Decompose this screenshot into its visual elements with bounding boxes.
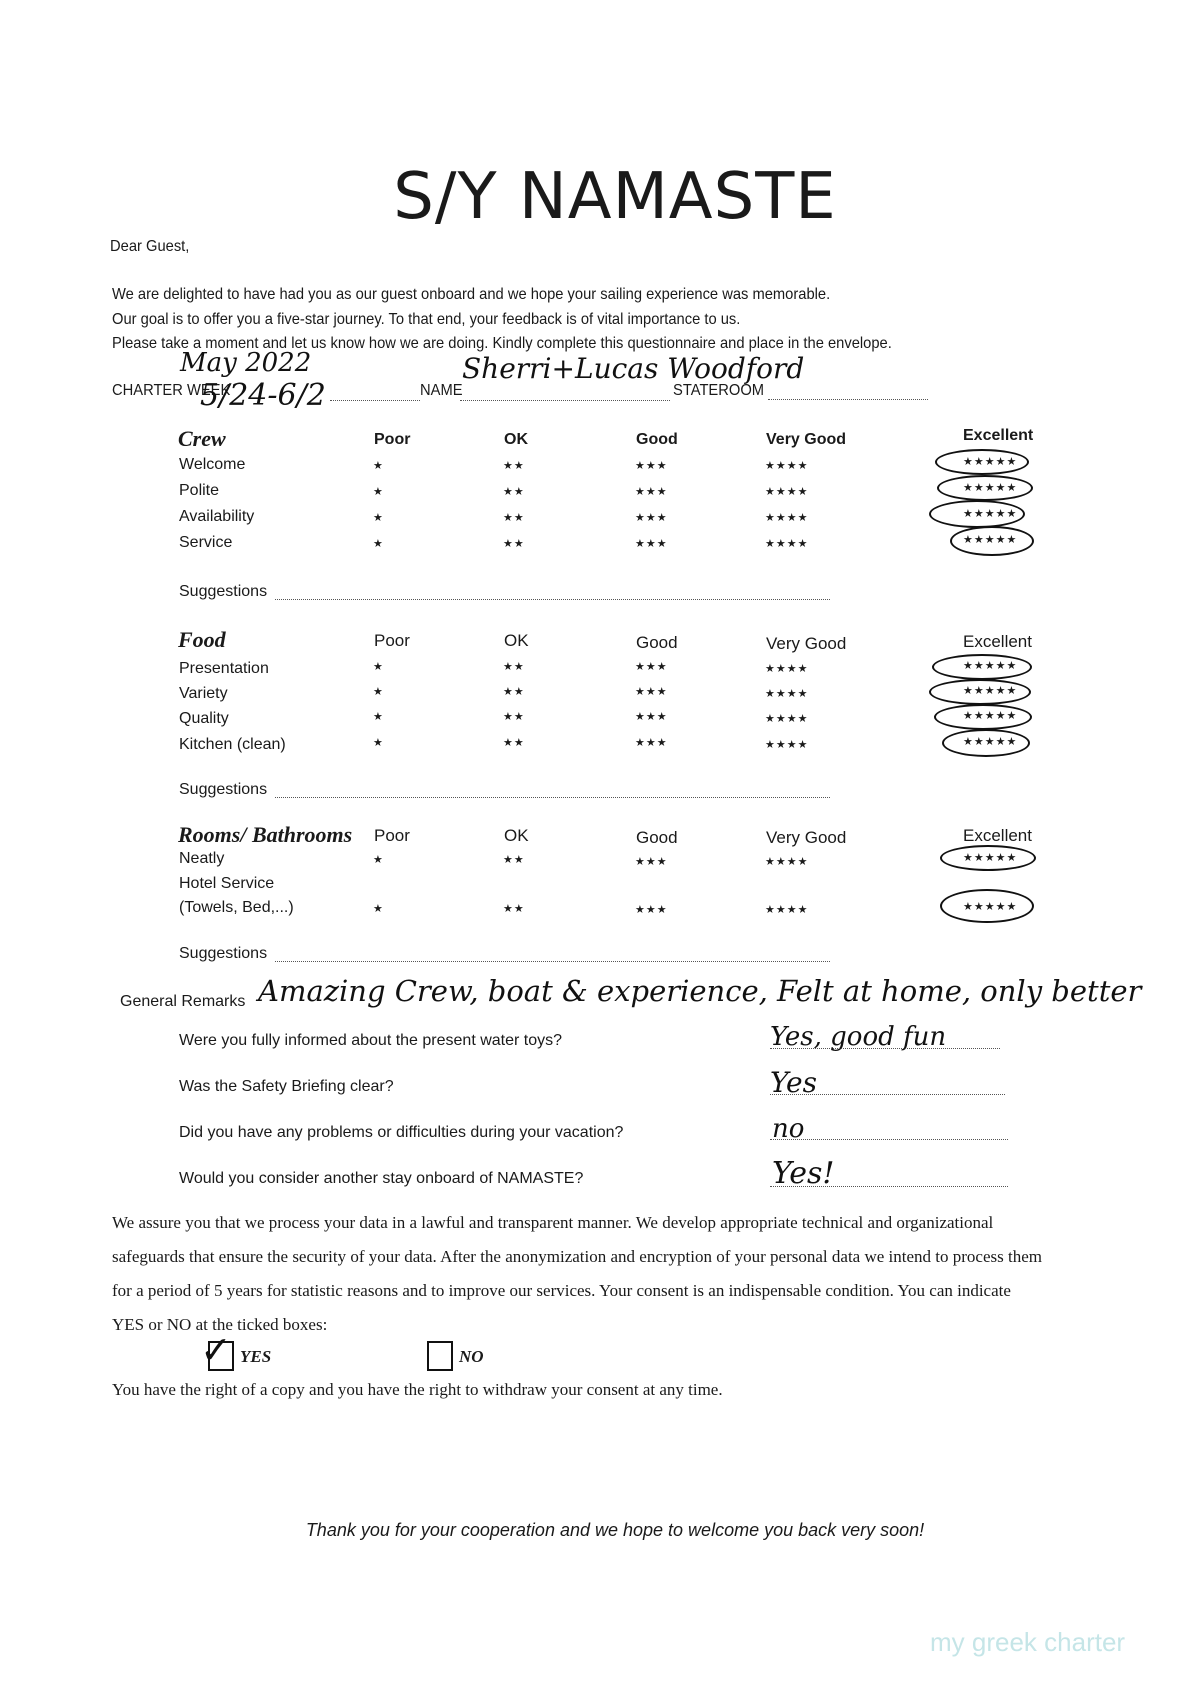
answer-line [770,1139,1008,1140]
privacy-line-4: YES or NO at the ticked boxes: [112,1315,328,1334]
col-poor: Poor [374,431,411,448]
question-problems: Did you have any problems or difficulties during your vacation? [179,1124,624,1141]
intro-line-1: We are delighted to have had you as our guest onboard and we hope your sailing experience was memorable. [112,286,831,303]
rating-circle-mark [940,889,1034,923]
food-item-presentation: Presentation [179,660,269,677]
crew-item-polite: Polite [179,482,220,499]
star-ok: ★★ [503,459,525,472]
star-good: ★★★ [635,855,668,868]
star-excellent: ★★★★★ [963,659,1018,672]
rating-circle-mark [942,729,1030,757]
rooms-item-towels-bed: (Towels, Bed,...) [179,899,294,916]
crew-suggestions-line [275,599,830,600]
col-very-good: Very Good [766,828,847,847]
star-ok: ★★ [503,710,525,723]
star-poor: ★ [373,736,384,749]
rooms-suggestions-label: Suggestions [179,945,268,962]
charter-week-handwritten-dates: 5/24-6/2 [200,378,326,413]
rating-circle-mark [935,449,1029,475]
answer-line [770,1186,1008,1187]
privacy-line-3: for a period of 5 years for statistic reasons and to improve our services. Your consent is an indispensable condition. You can indicate [112,1281,1011,1300]
food-suggestions-label: Suggestions [179,781,268,798]
crew-item-availability: Availability [179,508,255,525]
intro-line-3: Please take a moment and let us know how we are doing. Kindly complete this questionnaire and place in the envelope. [112,335,892,352]
star-excellent: ★★★★★ [963,481,1018,494]
question-another-stay: Would you consider another stay onboard of NAMASTE? [179,1170,584,1187]
rating-circle-mark [929,679,1031,705]
star-very-good: ★★★★ [765,903,809,916]
privacy-line-2: safeguards that ensure the security of your data. After the anonymization and encryption of your personal data we intend to process them [112,1247,1042,1266]
col-poor: Poor [374,826,410,845]
section-title-food: Food [178,627,226,652]
star-very-good: ★★★★ [765,459,809,472]
answer-problems: no [772,1114,805,1144]
star-poor: ★ [373,511,384,524]
star-excellent: ★★★★★ [963,851,1018,864]
rooms-item-hotel-service: Hotel Service [179,875,275,892]
charter-week-label: CHARTER WEEK [112,382,231,399]
closing-message: Thank you for your cooperation and we hope to welcome you back very soon! [305,1520,925,1540]
star-excellent: ★★★★★ [963,735,1018,748]
star-good: ★★★ [635,710,668,723]
rating-circle-mark [932,654,1032,680]
document-title: S/Y NAMASTE [393,160,837,234]
col-excellent: Excellent [963,427,1034,444]
col-good: Good [636,828,678,847]
star-very-good: ★★★★ [765,511,809,524]
answer-water-toys: Yes, good fun [770,1022,947,1052]
star-good: ★★★ [635,685,668,698]
star-ok: ★★ [503,660,525,673]
rating-circle-mark [950,526,1034,556]
general-remarks-label: General Remarks [120,993,246,1010]
charter-week-dotted-line [330,400,420,401]
intro-line-2: Our goal is to offer you a five-star journey. To that end, your feedback is of vital importance to us. [112,311,741,328]
food-suggestions-line [275,797,830,798]
star-ok: ★★ [503,511,525,524]
consent-no-label: NO [459,1347,484,1366]
food-item-kitchen: Kitchen (clean) [179,736,286,753]
answer-line [770,1048,1000,1049]
star-ok: ★★ [503,537,525,550]
col-good: Good [636,431,678,448]
col-excellent: Excellent [963,826,1032,845]
col-very-good: Very Good [766,431,847,448]
star-good: ★★★ [635,903,668,916]
star-poor: ★ [373,537,384,550]
star-very-good: ★★★★ [765,855,809,868]
star-poor: ★ [373,685,384,698]
stateroom-label: STATEROOM [673,382,765,399]
star-ok: ★★ [503,736,525,749]
check-mark-icon: ✓ [200,1328,232,1372]
greeting: Dear Guest, [110,238,190,255]
col-ok: OK [504,631,529,650]
star-excellent: ★★★★★ [963,709,1018,722]
star-very-good: ★★★★ [765,662,809,675]
star-ok: ★★ [503,902,525,915]
crew-item-welcome: Welcome [179,456,246,473]
answer-safety-briefing: Yes [770,1066,817,1099]
question-water-toys: Were you fully informed about the present water toys? [179,1032,563,1049]
star-ok: ★★ [503,685,525,698]
star-poor: ★ [373,485,384,498]
star-good: ★★★ [635,511,668,524]
col-poor: Poor [374,631,410,650]
star-excellent: ★★★★★ [963,900,1018,913]
star-good: ★★★ [635,660,668,673]
star-very-good: ★★★★ [765,712,809,725]
col-excellent: Excellent [963,632,1032,651]
rating-circle-mark [934,704,1032,730]
name-handwritten: Sherri+Lucas Woodford [462,352,805,385]
col-ok: OK [504,826,529,845]
star-good: ★★★ [635,736,668,749]
answer-line [770,1094,1005,1095]
section-title-crew: Crew [178,426,226,451]
general-remarks-handwritten: Amazing Crew, boat & experience, Felt at home, only better [258,974,1142,1008]
question-safety-briefing: Was the Safety Briefing clear? [179,1078,394,1095]
rating-circle-mark [929,500,1025,528]
name-dotted-line [460,400,670,401]
rooms-item-neatly: Neatly [179,850,225,867]
consent-no-checkbox[interactable] [427,1341,453,1371]
star-very-good: ★★★★ [765,738,809,751]
answer-another-stay: Yes! [772,1156,835,1191]
section-title-rooms: Rooms/ Bathrooms [178,822,353,847]
star-very-good: ★★★★ [765,687,809,700]
food-item-variety: Variety [179,685,228,702]
food-item-quality: Quality [179,710,229,727]
star-ok: ★★ [503,485,525,498]
star-poor: ★ [373,710,384,723]
star-poor: ★ [373,459,384,472]
crew-suggestions-label: Suggestions [179,583,268,600]
star-good: ★★★ [635,537,668,550]
privacy-line-1: We assure you that we process your data in a lawful and transparent manner. We develop appropriate technical and organizational [112,1213,994,1232]
star-poor: ★ [373,853,384,866]
stateroom-dotted-line [768,399,928,400]
star-excellent: ★★★★★ [963,455,1018,468]
col-ok: OK [504,431,528,448]
star-ok: ★★ [503,853,525,866]
star-good: ★★★ [635,459,668,472]
col-very-good: Very Good [766,634,847,653]
rating-circle-mark [937,475,1033,501]
charter-week-handwritten-month: May 2022 [180,348,312,378]
crew-item-service: Service [179,534,233,551]
watermark-logo: my greek charter [930,1627,1126,1657]
star-very-good: ★★★★ [765,537,809,550]
name-label: NAME [420,382,463,399]
rights-text: You have the right of a copy and you have the right to withdraw your consent at any time. [112,1380,723,1399]
col-good: Good [636,633,678,652]
star-very-good: ★★★★ [765,485,809,498]
star-good: ★★★ [635,485,668,498]
consent-yes-label: YES [240,1347,272,1366]
star-excellent: ★★★★★ [963,684,1018,697]
rating-circle-mark [940,845,1036,871]
star-excellent: ★★★★★ [963,533,1018,546]
star-poor: ★ [373,660,384,673]
rooms-suggestions-line [275,961,830,962]
star-poor: ★ [373,902,384,915]
star-excellent: ★★★★★ [963,507,1018,520]
